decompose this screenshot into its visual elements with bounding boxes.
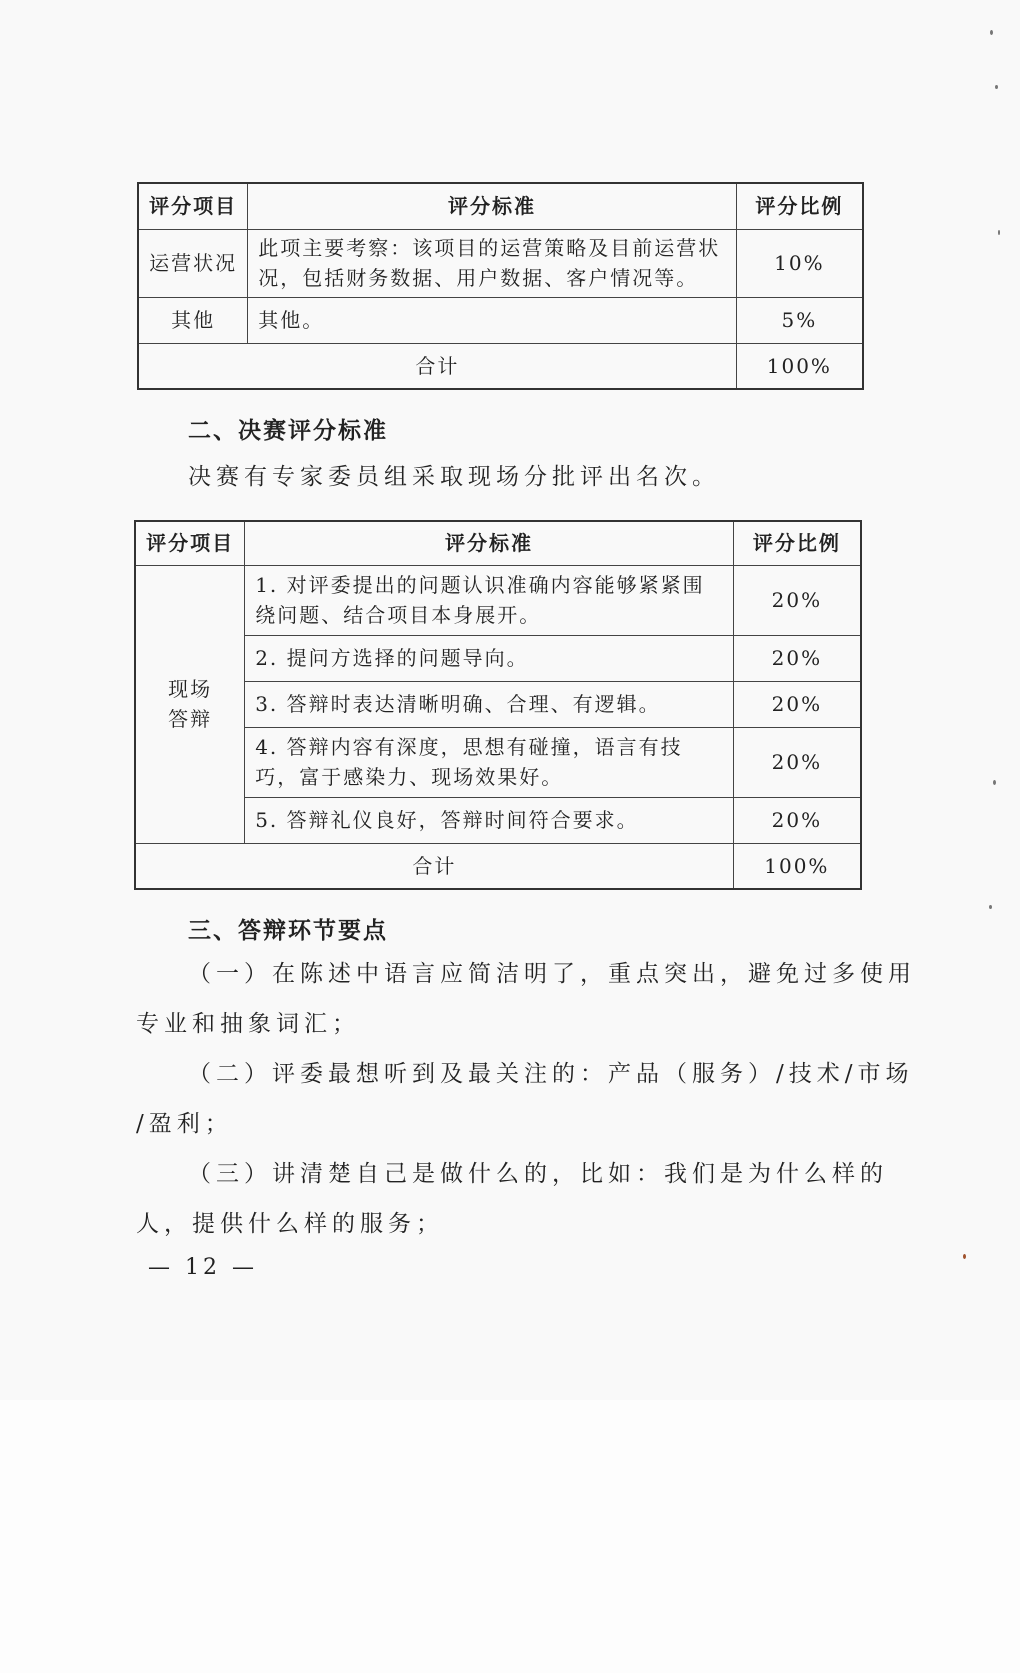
row-ratio: 5% — [736, 297, 863, 343]
section-heading-final-scoring: 二、决赛评分标准 — [188, 418, 388, 444]
row-item — [135, 565, 245, 843]
row-criteria: 4. 答辩内容有深度，思想有碰撞，语言有技巧，富于感染力、现场效果好。 — [245, 727, 734, 797]
row-criteria: 其他。 — [248, 297, 737, 343]
row-criteria: 5. 答辩礼仪良好，答辩时间符合要求。 — [245, 797, 734, 843]
table-row — [135, 565, 861, 635]
row-item: 其他 — [138, 297, 248, 343]
scan-speck — [995, 85, 998, 89]
table-row — [135, 797, 861, 843]
row-criteria: 2. 提问方选择的问题导向。 — [245, 635, 734, 681]
final-scoring-intro: 决赛有专家委员组采取现场分批评出名次。 — [188, 464, 720, 490]
scan-speck — [990, 30, 993, 35]
total-label: 合计 — [135, 843, 733, 889]
scan-speck — [993, 780, 996, 785]
row-criteria: 1. 对评委提出的问题认识准确内容能够紧紧围绕问题、结合项目本身展开。 — [245, 565, 734, 635]
page-number: — 12 — — [148, 1255, 258, 1280]
table-row — [138, 229, 863, 297]
total-ratio: 100% — [733, 843, 861, 889]
header-criteria: 评分标准 — [248, 183, 737, 229]
point-2-line-1: （二）评委最想听到及最关注的：产品（服务）/技术/市场 — [188, 1061, 914, 1087]
scan-speck — [998, 230, 1000, 235]
final-scoring-table — [134, 520, 862, 890]
preliminary-scoring-table — [137, 182, 864, 390]
header-criteria: 评分标准 — [245, 521, 734, 565]
blank-scan-area — [0, 1400, 1020, 1673]
table-row — [135, 635, 861, 681]
header-item: 评分项目 — [135, 521, 245, 565]
table-row — [135, 727, 861, 797]
table-total-row — [138, 343, 863, 389]
row-ratio: 20% — [733, 635, 861, 681]
item-line-1: 现场 — [168, 677, 213, 701]
row-criteria: 3. 答辩时表达清晰明确、合理、有逻辑。 — [245, 681, 734, 727]
row-item: 运营状况 — [138, 229, 248, 297]
point-1-line-2: 专业和抽象词汇； — [136, 1011, 360, 1037]
total-ratio: 100% — [736, 343, 863, 389]
header-ratio: 评分比例 — [736, 183, 863, 229]
table-row — [135, 681, 861, 727]
point-2-line-2: /盈利； — [136, 1111, 233, 1137]
scan-speck — [989, 905, 992, 909]
header-item: 评分项目 — [138, 183, 248, 229]
row-ratio: 20% — [733, 797, 861, 843]
table-header-row — [135, 521, 861, 565]
table-row — [138, 297, 863, 343]
scan-speck — [963, 1254, 966, 1259]
table-header-row — [138, 183, 863, 229]
row-ratio: 10% — [736, 229, 863, 297]
row-ratio: 20% — [733, 727, 861, 797]
point-3-line-1: （三）讲清楚自己是做什么的，比如：我们是为什么样的 — [188, 1161, 888, 1187]
item-line-2: 答辩 — [168, 707, 213, 731]
point-1-line-1: （一）在陈述中语言应简洁明了，重点突出，避免过多使用 — [188, 961, 916, 987]
total-label: 合计 — [138, 343, 736, 389]
row-ratio: 20% — [733, 565, 861, 635]
row-criteria: 此项主要考察：该项目的运营策略及目前运营状况，包括财务数据、用户数据、客户情况等。 — [248, 229, 737, 297]
header-ratio: 评分比例 — [733, 521, 861, 565]
point-3-line-2: 人，提供什么样的服务； — [136, 1211, 444, 1237]
row-ratio: 20% — [733, 681, 861, 727]
section-heading-defense-points: 三、答辩环节要点 — [188, 918, 388, 944]
table-total-row — [135, 843, 861, 889]
